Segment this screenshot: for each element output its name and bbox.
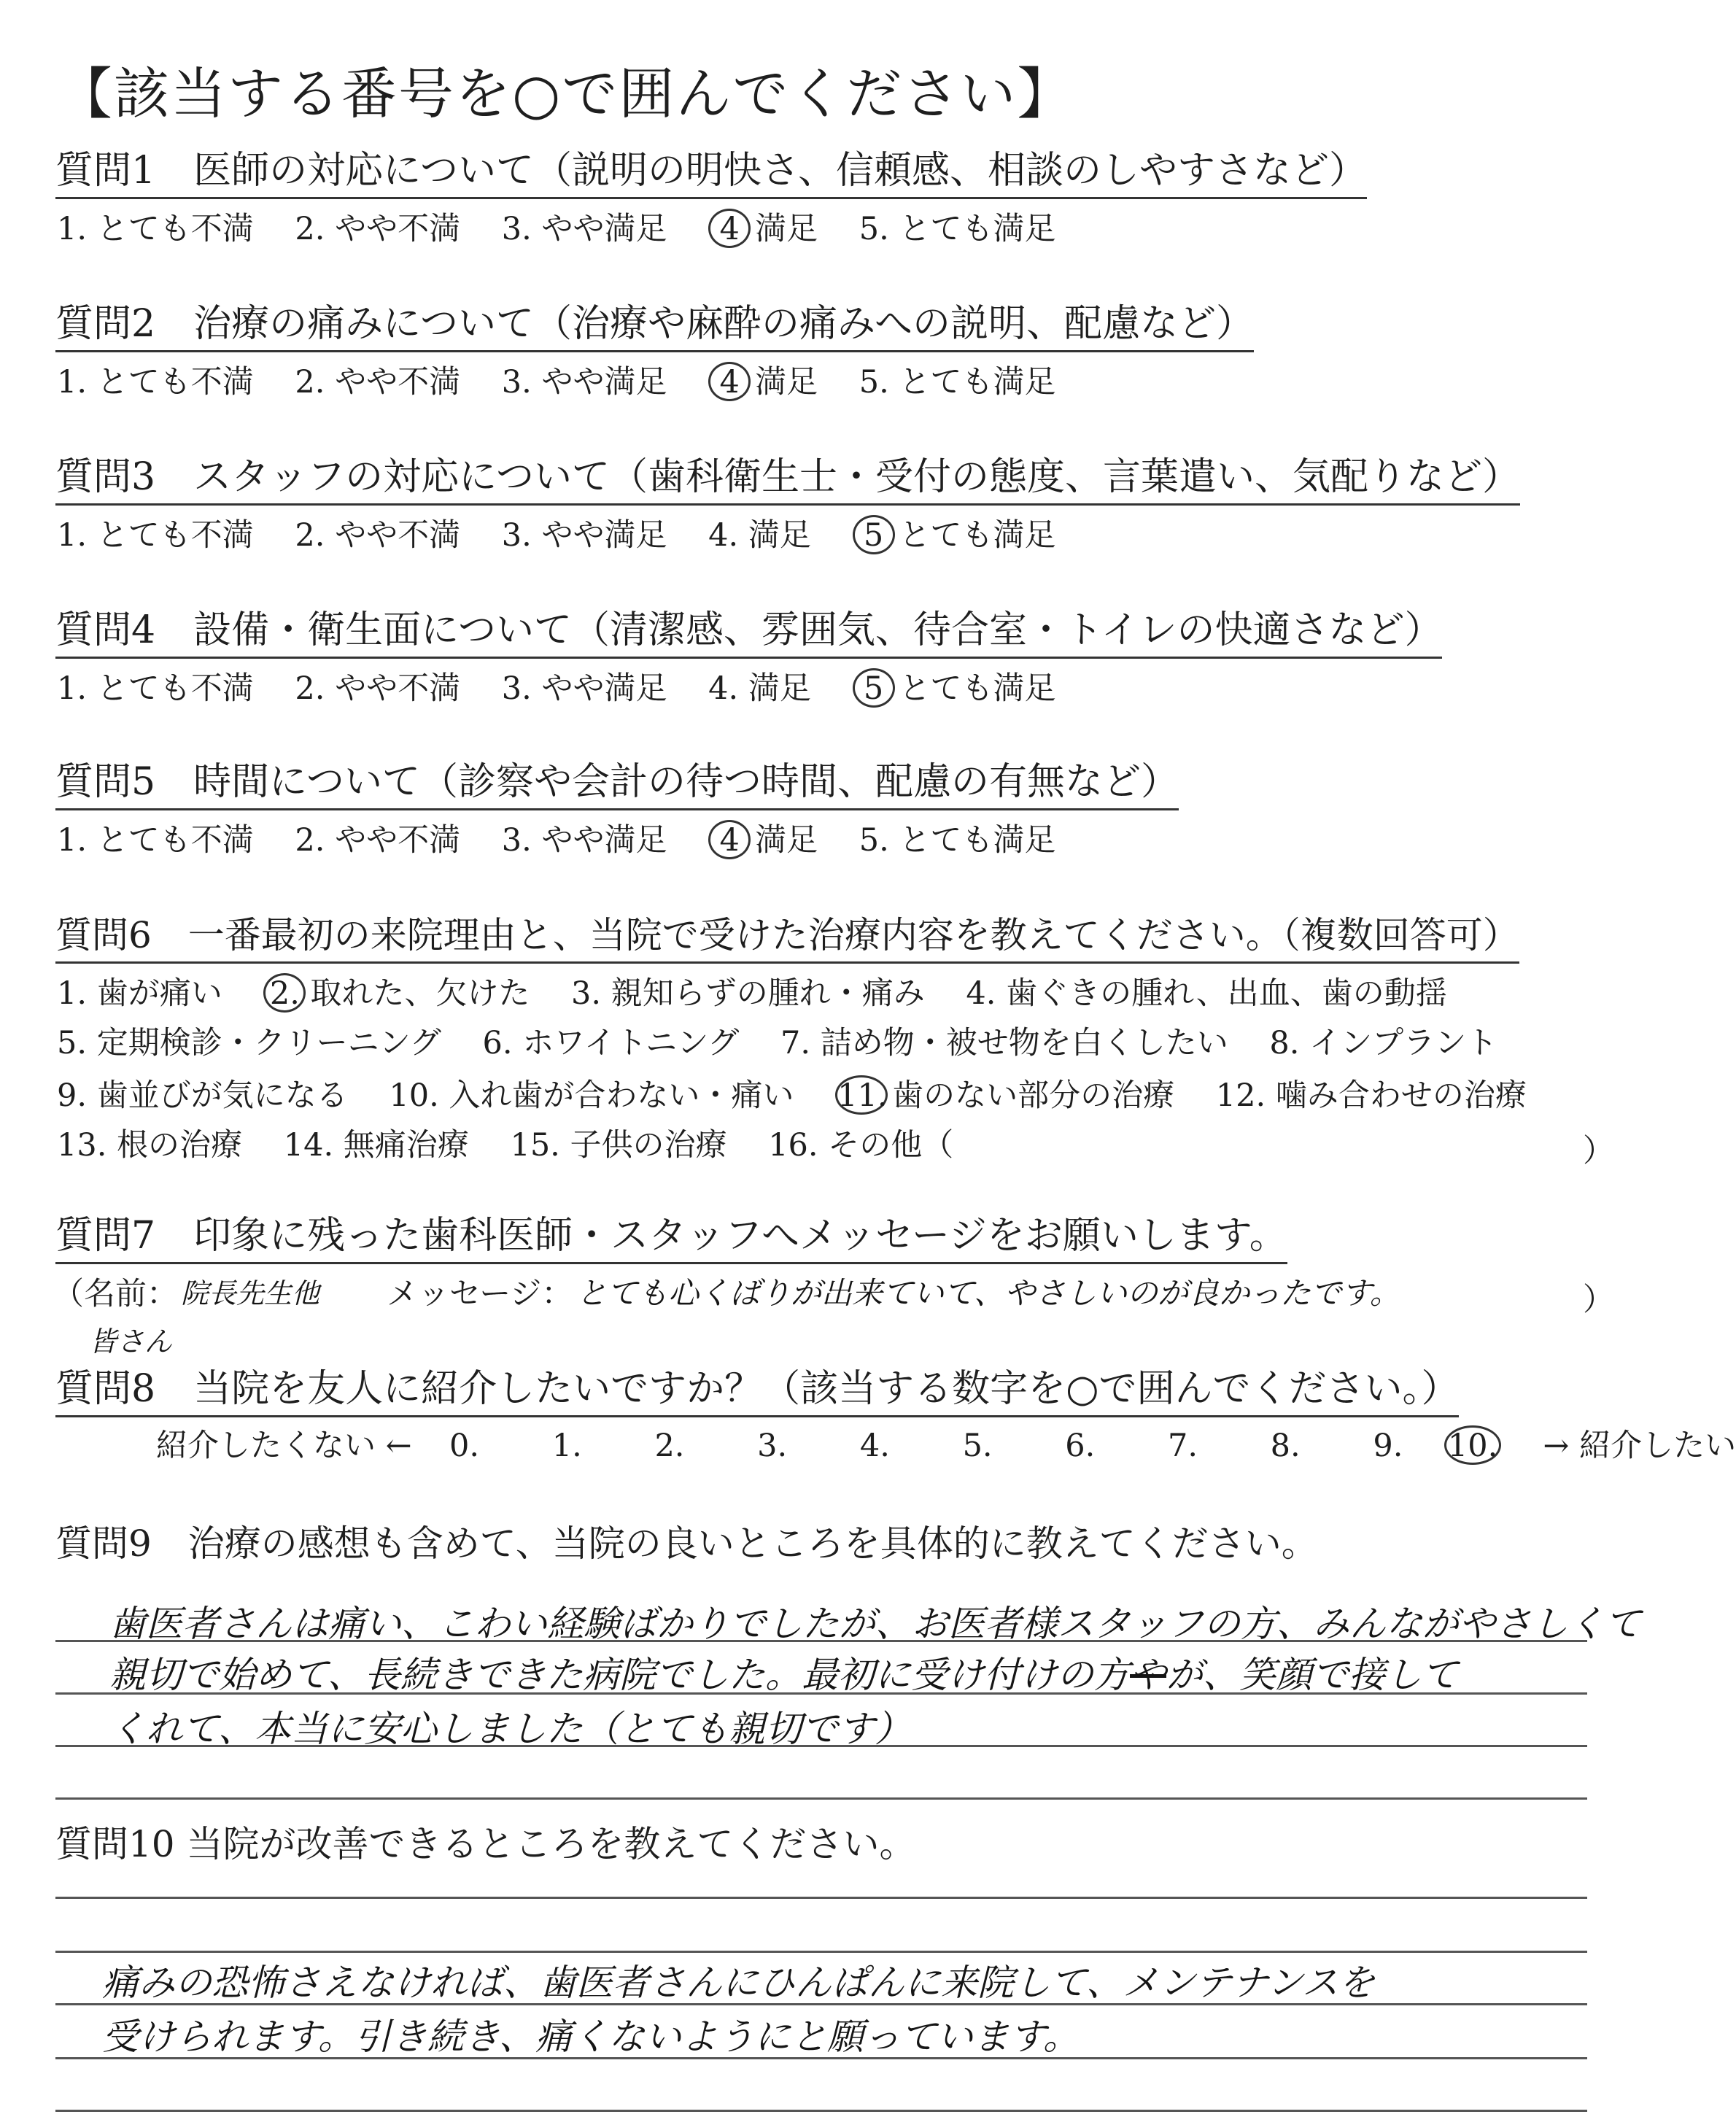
q4-selected-circle[interactable]: 5: [853, 668, 895, 708]
q9-answer-line-2[interactable]: [109, 1646, 1458, 1698]
q2-title: 質問2 治療の痛みについて（治療や麻酔の痛みへの説明、配慮など）: [55, 301, 1254, 352]
q7-name-value-2[interactable]: 皆さん: [89, 1325, 173, 1358]
q5-options: [57, 820, 1056, 859]
q8-option-8[interactable]: 8.: [1270, 1428, 1301, 1464]
q8-selected-circle[interactable]: 10.: [1444, 1425, 1501, 1465]
q6-row-3: [57, 1075, 1527, 1115]
q5-option-5[interactable]: 5. とても満足: [859, 822, 1056, 859]
q6-option-16[interactable]: 16. その他（: [768, 1127, 954, 1164]
q6-option-11-label: 歯のない部分の治療: [892, 1077, 1175, 1114]
q6-option-4[interactable]: 4. 歯ぐきの腫れ、出血、歯の動揺: [966, 975, 1447, 1012]
q2-option-1[interactable]: 1. とても不満: [57, 364, 254, 400]
q6-option-12[interactable]: 12. 噛み合わせの治療: [1215, 1077, 1527, 1114]
q1-title: 質問1 医師の対応について（説明の明快さ、信頼感、相談のしやすさなど）: [55, 147, 1367, 199]
q5-option-3[interactable]: 3. やや満足: [501, 822, 667, 859]
q8-scale: [156, 1425, 1736, 1465]
q3-selected-circle[interactable]: 5: [853, 515, 895, 554]
q1-selected-circle[interactable]: 4: [708, 209, 751, 248]
q10-answer-line-1[interactable]: 痛みの恐怖さえなければ、歯医者さんにひんぱんに来院して、メンテナンスを: [102, 1962, 1375, 2004]
q6-option-8[interactable]: 8. インプラント: [1269, 1025, 1498, 1061]
q5-option-4-label: 満足: [755, 822, 818, 859]
q4-options: [57, 668, 1056, 708]
q5-title: 質問5 時間について（診察や会計の待つ時間、配慮の有無など）: [55, 759, 1179, 810]
q5-option-1[interactable]: 1. とても不満: [57, 822, 254, 859]
q3-option-4[interactable]: 4. 満足: [708, 517, 811, 554]
q9-line-2-rest: が、笑顔で接して: [1166, 1654, 1458, 1696]
q4-option-4[interactable]: 4. 満足: [708, 670, 811, 707]
q6-row-1: [57, 973, 1447, 1013]
q9-line-2-strike: や: [1130, 1654, 1166, 1696]
q3-options: [57, 515, 1056, 554]
q1-option-5[interactable]: 5. とても満足: [859, 211, 1056, 247]
q2-option-4-label: 満足: [755, 364, 818, 400]
q9-line-2-main: 親切で始めて、長続きできた病院でした。最初に受け付けの方: [109, 1654, 1130, 1696]
page-title: 【該当する番号を○で囲んでください】: [57, 61, 1074, 126]
q2-selected-circle[interactable]: 4: [708, 362, 751, 401]
q6-title: 質問6 一番最初の来院理由と、当院で受けた治療内容を教えてください。（複数回答可）: [55, 912, 1519, 964]
q6-option-3[interactable]: 3. 親知らずの腫れ・痛み: [571, 975, 925, 1012]
q5-selected-circle[interactable]: 4: [708, 820, 751, 859]
q7-title: 質問7 印象に残った歯科医師・スタッフへメッセージをお願いします。: [55, 1212, 1287, 1264]
q6-option-10[interactable]: 10. 入れ歯が合わない・痛い: [389, 1077, 794, 1114]
q6-option-13[interactable]: 13. 根の治療: [57, 1127, 243, 1164]
q3-option-5-label: とても満足: [899, 517, 1056, 554]
q9-answer-line-3[interactable]: くれて、本当に安心しました（とても親切です）: [109, 1708, 911, 1750]
q10-rule-2: [55, 1951, 1587, 1953]
q6-row-4: [57, 1126, 953, 1164]
q4-option-5-label: とても満足: [899, 670, 1056, 707]
q1-options: [57, 209, 1056, 248]
q6-selected-circle-11[interactable]: 11.: [835, 1075, 888, 1115]
q7-name-label: （名前：: [53, 1276, 178, 1312]
q10-rule-4: [55, 2057, 1587, 2059]
q6-option-2-label: 取れた、欠けた: [310, 975, 530, 1012]
q2-option-2[interactable]: 2. やや不満: [295, 364, 461, 400]
q1-option-3[interactable]: 3. やや満足: [501, 211, 667, 247]
q8-left-label: 紹介したくない ←: [156, 1428, 412, 1464]
q8-right-label: → 紹介したい: [1543, 1428, 1736, 1464]
q8-option-7[interactable]: 7.: [1167, 1428, 1198, 1464]
q7-message-close: ）: [1583, 1282, 1614, 1318]
q4-option-3[interactable]: 3. やや満足: [501, 670, 667, 707]
q5-option-2[interactable]: 2. やや不満: [295, 822, 461, 859]
q3-option-2[interactable]: 2. やや不満: [295, 517, 461, 554]
q2-options: [57, 362, 1056, 401]
q1-option-4-label: 満足: [755, 211, 818, 247]
q3-title: 質問3 スタッフの対応について（歯科衛生士・受付の態度、言葉遣い、気配りなど）: [55, 454, 1520, 506]
q6-row-2: [57, 1024, 1497, 1062]
q10-rule-3: [55, 2003, 1587, 2005]
q6-option-15[interactable]: 15. 子供の治療: [510, 1127, 727, 1164]
q6-option-14[interactable]: 14. 無痛治療: [283, 1127, 469, 1164]
q1-option-2[interactable]: 2. やや不満: [295, 211, 461, 247]
q2-option-3[interactable]: 3. やや満足: [501, 364, 667, 400]
q6-option-7[interactable]: 7. 詰め物・被せ物を白くしたい: [780, 1025, 1228, 1061]
q9-title: 質問9 治療の感想も含めて、当院の良いところを具体的に教えてください。: [55, 1522, 1318, 1565]
q6-other-close: ）: [1583, 1133, 1614, 1169]
q8-option-5[interactable]: 5.: [962, 1428, 993, 1464]
q9-rule-3: [55, 1745, 1587, 1747]
q6-option-9[interactable]: 9. 歯並びが気になる: [57, 1077, 348, 1114]
q8-option-2[interactable]: 2.: [654, 1428, 685, 1464]
q6-selected-circle-2[interactable]: 2.: [263, 973, 306, 1013]
q10-title: 質問10 当院が改善できるところを教えてください。: [55, 1823, 916, 1865]
q8-option-1[interactable]: 1.: [551, 1428, 582, 1464]
q1-option-1[interactable]: 1. とても不満: [57, 211, 254, 247]
q8-option-6[interactable]: 6.: [1065, 1428, 1096, 1464]
q4-option-1[interactable]: 1. とても不満: [57, 670, 254, 707]
q8-option-3[interactable]: 3.: [757, 1428, 788, 1464]
q9-answer-line-1[interactable]: 歯医者さんは痛い、こわい経験ばかりでしたが、お医者様スタッフの方、みんながやさしくて: [109, 1603, 1641, 1645]
q6-option-6[interactable]: 6. ホワイトニング: [482, 1025, 740, 1061]
q8-title: 質問8 当院を友人に紹介したいですか？（該当する数字を○で囲んでください。）: [55, 1366, 1459, 1417]
q10-answer-line-2[interactable]: 受けられます。引き続き、痛くないようにと願っています。: [102, 2016, 1080, 2058]
q6-option-1[interactable]: 1. 歯が痛い: [57, 975, 222, 1012]
q3-option-3[interactable]: 3. やや満足: [501, 517, 667, 554]
q7-name-value-1[interactable]: 院長先生他: [181, 1277, 320, 1309]
q7-message-label: メッセージ：: [387, 1276, 573, 1312]
q3-option-1[interactable]: 1. とても不満: [57, 517, 254, 554]
q10-rule-1: [55, 1897, 1587, 1899]
q9-rule-4: [55, 1797, 1587, 1800]
q8-option-0[interactable]: 0.: [449, 1428, 480, 1464]
q6-option-5[interactable]: 5. 定期検診・クリーニング: [57, 1025, 441, 1061]
q10-rule-5: [55, 2110, 1587, 2112]
q2-option-5[interactable]: 5. とても満足: [859, 364, 1056, 400]
q7-message-value[interactable]: とても心くばりが出来ていて、やさしいのが良かったです。: [576, 1275, 1400, 1311]
q4-title: 質問4 設備・衛生面について（清潔感、雰囲気、待合室・トイレの快適さなど）: [55, 607, 1442, 659]
q9-rule-1: [55, 1640, 1587, 1642]
q4-option-2[interactable]: 2. やや不満: [295, 670, 461, 707]
q9-rule-2: [55, 1692, 1587, 1695]
q8-option-4[interactable]: 4.: [859, 1428, 890, 1464]
q8-option-9[interactable]: 9.: [1373, 1428, 1403, 1464]
